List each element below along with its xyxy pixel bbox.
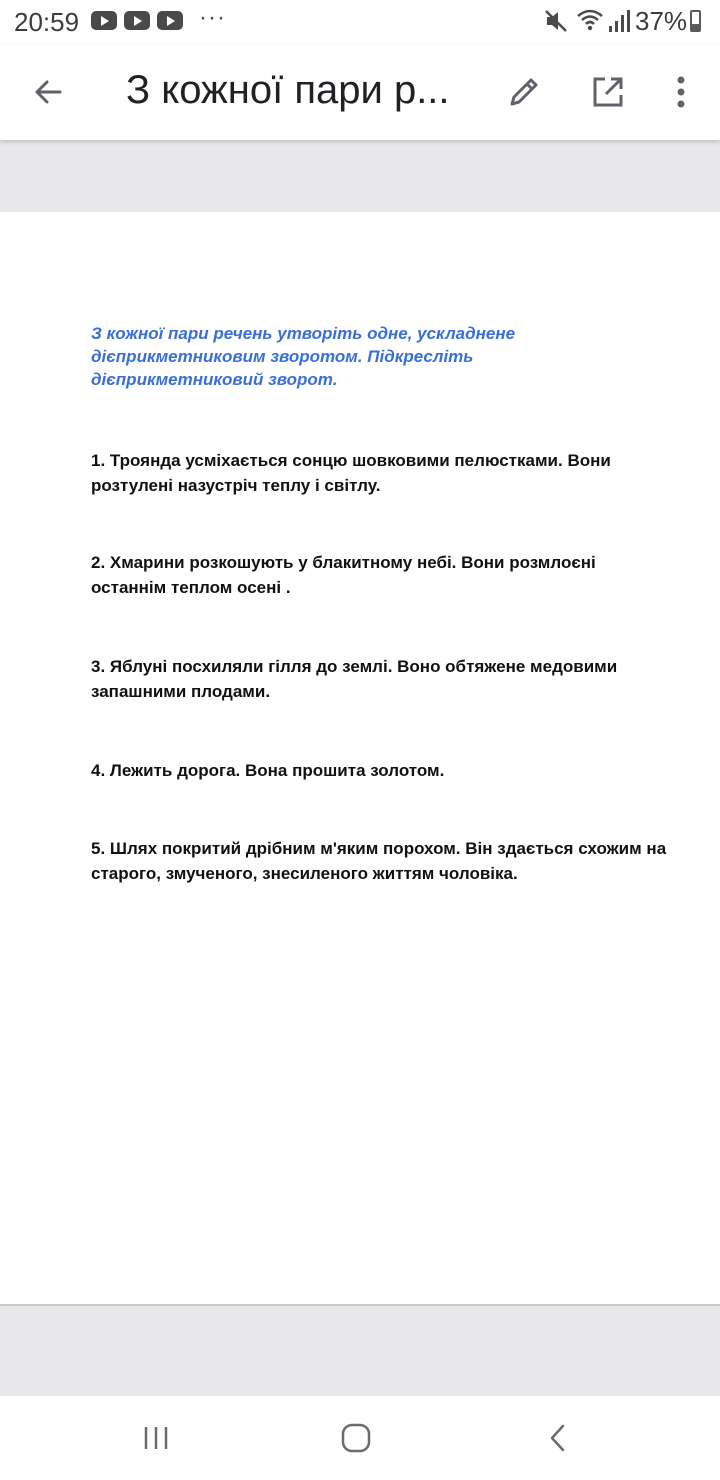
battery-icon — [690, 10, 701, 32]
edit-button[interactable] — [498, 66, 550, 118]
signal-icon — [608, 9, 630, 33]
youtube-notification-icon — [91, 11, 117, 30]
recents-icon — [142, 1424, 170, 1452]
document-page[interactable] — [0, 212, 720, 1306]
status-indicators — [520, 0, 720, 44]
task-item-3: 3. Яблуні посхиляли гілля до землі. Воно обтяжене медовими запашними плодами. — [91, 657, 618, 701]
task-item-2: 2. Хмарини розкошують у блакитному небі. Вони розмлоєні останнім теплом осені . — [91, 553, 596, 597]
more-notifications-icon: ··· — [199, 4, 226, 31]
arrow-left-icon — [32, 76, 64, 108]
youtube-notification-icon — [124, 11, 150, 30]
more-options-button[interactable] — [660, 66, 702, 118]
task-instruction: З кожної пари речень утворіть одне, ускладнене дієприкметниковим зворотом. Підкресліть дієприкметниковий зворот. — [91, 324, 516, 389]
document-title: З кожної пари р... — [126, 68, 450, 112]
task-item-1: 1. Троянда усміхається сонцю шовковими пелюстками. Вони розтулені назустріч теплу і світлу. — [91, 451, 611, 495]
home-button[interactable] — [336, 1418, 376, 1458]
recent-apps-button[interactable] — [138, 1418, 174, 1458]
back-button[interactable] — [22, 66, 74, 118]
home-icon — [340, 1422, 372, 1454]
youtube-notification-icon — [157, 11, 183, 30]
task-item-5: 5. Шлях покритий дрібним м'яким порохом. Він здається схожим на старого, змученого, знесиленого життям чоловіка. — [91, 839, 667, 883]
chevron-left-icon — [546, 1422, 570, 1454]
open-external-button[interactable] — [582, 66, 634, 118]
task-item-4: 4. Лежить дорога. Вона прошита золотом. — [91, 761, 445, 780]
battery-percent: 37% — [635, 6, 688, 36]
status-bar — [0, 0, 720, 44]
mute-icon — [544, 8, 568, 34]
wifi-icon — [576, 8, 604, 32]
system-navigation-bar — [0, 1396, 720, 1480]
more-vert-icon — [676, 75, 686, 109]
viewer-background-top — [0, 140, 720, 212]
system-back-button[interactable] — [540, 1418, 576, 1458]
status-time: 20:59 — [14, 7, 80, 37]
viewer-background-bottom — [0, 1306, 720, 1396]
pencil-icon — [506, 74, 542, 110]
app-bar — [0, 44, 720, 140]
open-in-new-icon — [590, 74, 626, 110]
